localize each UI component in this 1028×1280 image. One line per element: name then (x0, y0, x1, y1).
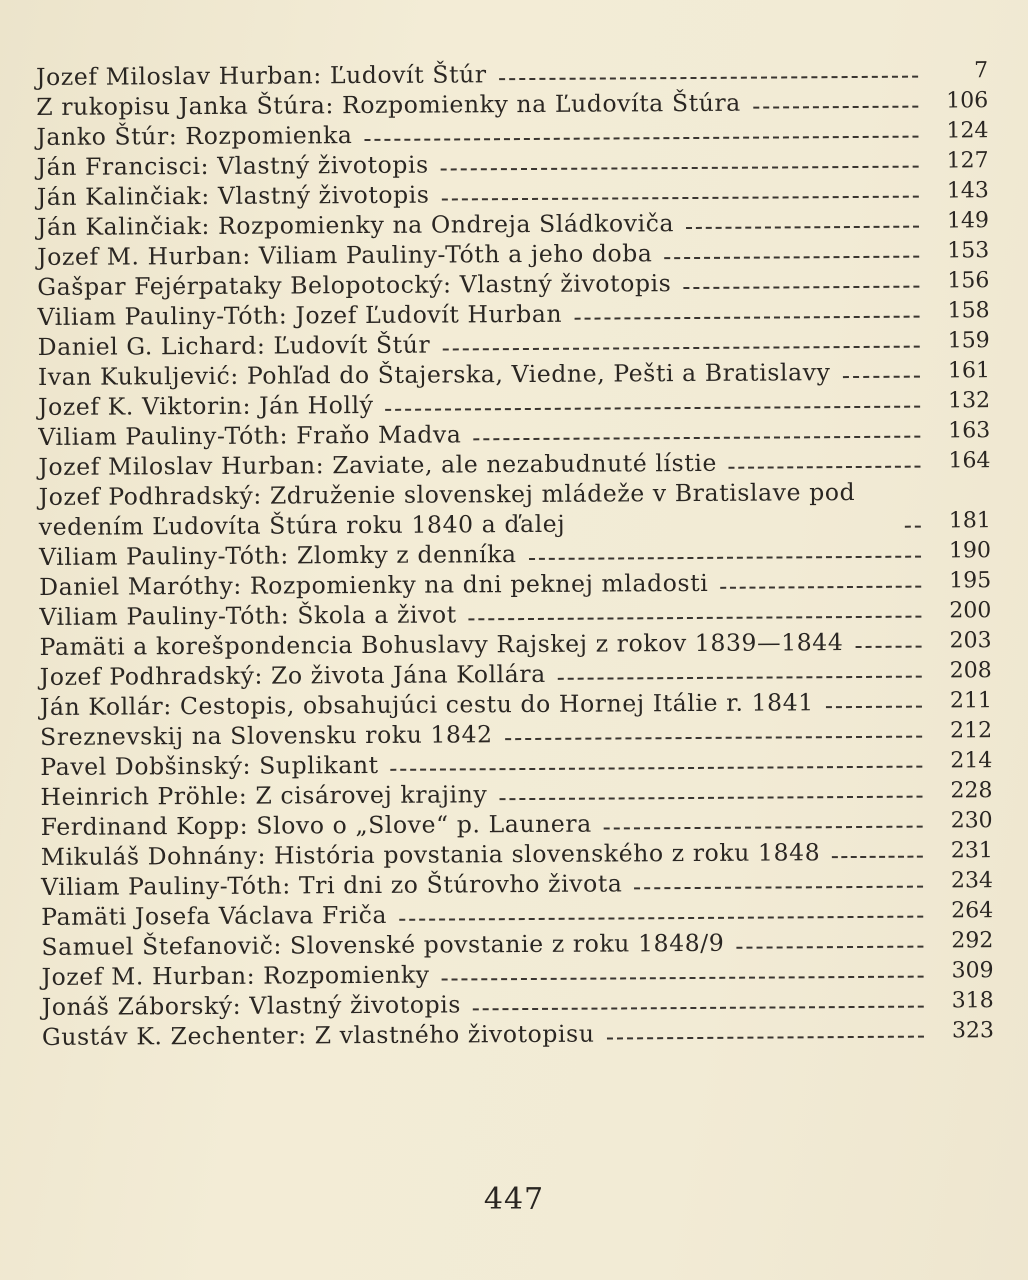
toc-entry-page: 181 (948, 508, 991, 534)
toc-entry-title: Heinrich Pröhle: Z cisárovej krajiny (40, 780, 488, 811)
toc-entry-page: 163 (948, 418, 991, 444)
toc-entry-title: Sreznevskij na Slovensku roku 1842 (40, 720, 493, 751)
dash-leader (736, 946, 923, 949)
toc-entry-page: 159 (947, 328, 990, 354)
toc-entry-title: Jozef M. Hurban: Rozpomienky (41, 960, 430, 991)
toc-entry-page: 132 (948, 388, 991, 414)
toc-entry-page: 156 (947, 268, 990, 294)
toc-entry-title: Ján Francisci: Vlastný životopis (36, 150, 429, 181)
dash-leader (386, 406, 921, 411)
dash-leader (753, 106, 918, 109)
dash-leader (683, 286, 919, 289)
toc-entry-title: Mikuláš Dohnány: História povstania slovenského z roku 1848 (40, 838, 821, 871)
dash-leader (826, 706, 922, 709)
toc-entry-page: 292 (951, 928, 994, 954)
toc-entry-title: Viliam Pauliny-Tóth: Fraňo Madva (38, 420, 462, 451)
toc-entry-title: Jozef Podhradský: Zo života Jána Kollára (39, 659, 546, 691)
toc-entry-page: 190 (948, 538, 992, 564)
dash-leader (441, 166, 919, 171)
dash-leader (391, 766, 923, 771)
dash-leader (442, 196, 919, 201)
toc-entry-page: 164 (948, 448, 991, 474)
dash-leader (634, 886, 923, 890)
toc-entry-page: 7 (973, 58, 989, 84)
dash-leader (558, 676, 922, 680)
toc-entry-title: Jozef Podhradský: Združenie slovenskej mládeže v Bratislave pod vedením Ľudovíta Štúra roku 1840 a ďalej (38, 478, 856, 541)
toc-entry-title: Viliam Pauliny-Tóth: Jozef Ľudovít Hurban (37, 299, 563, 331)
toc-entry-title: Viliam Pauliny-Tóth: Škola a život (39, 600, 457, 631)
toc-entry-page: 211 (949, 688, 992, 714)
dash-leader (473, 1006, 924, 1011)
dash-leader (842, 376, 920, 378)
dash-leader (720, 586, 921, 589)
dash-leader (365, 136, 919, 141)
toc-entry-page: 234 (950, 868, 994, 894)
toc-entry-page: 106 (946, 88, 989, 114)
dash-leader (499, 796, 922, 801)
dash-leader (855, 646, 921, 648)
dash-leader (729, 466, 921, 469)
toc-entry-title: Gašpar Fejérpataky Belopotocký: Vlastný životopis (37, 269, 672, 301)
dash-leader (905, 526, 921, 528)
toc-entry-page: 214 (950, 748, 993, 774)
dash-leader (574, 316, 919, 320)
toc-entry-page: 200 (949, 598, 992, 624)
toc-entry-page: 212 (950, 718, 993, 744)
toc-entry-title: Jozef K. Viktorin: Ján Hollý (38, 390, 374, 421)
toc-entry-title: Jozef Miloslav Hurban: Ľudovít Štúr (36, 60, 487, 91)
dash-leader (499, 76, 918, 81)
toc-entry (42, 1016, 994, 1052)
toc-entry-page: 264 (951, 898, 994, 924)
toc-entry-page: 195 (949, 568, 992, 594)
toc-entry-title: Pamäti Josefa Václava Friča (41, 900, 388, 931)
toc-entry-title: Ján Kalinčiak: Vlastný životopis (36, 180, 430, 211)
table-of-contents (36, 56, 994, 1052)
toc-entry-page: 230 (950, 808, 993, 834)
toc-entry-title: Ferdinand Kopp: Slovo o „Slove“ p. Launera (40, 809, 592, 841)
toc-entry-page: 127 (946, 148, 989, 174)
dash-leader (607, 1036, 924, 1040)
toc-entry-title: Viliam Pauliny-Tóth: Zlomky z denníka (38, 540, 517, 571)
toc-entry-title: Viliam Pauliny-Tóth: Tri dni zo Štúrovho života (40, 869, 623, 901)
toc-entry-title: Jozef Miloslav Hurban: Zaviate, ale nezabudnuté lístie (38, 448, 718, 481)
toc-entry-page: 143 (946, 178, 989, 204)
dash-leader (399, 916, 923, 921)
dash-leader (604, 826, 923, 830)
dash-leader (529, 556, 921, 560)
dash-leader (665, 256, 920, 260)
toc-entry-page: 323 (951, 1018, 995, 1044)
toc-entry-page: 149 (946, 208, 990, 234)
toc-entry-page: 208 (949, 658, 992, 684)
toc-entry-title: Samuel Štefanovič: Slovenské povstanie z roku 1848/9 (41, 928, 725, 961)
dash-leader (505, 736, 922, 741)
toc-entry-title: Gustáv K. Zechenter: Z vlastného životopisu (41, 1019, 595, 1051)
dash-leader (442, 346, 919, 351)
toc-entry-page: 158 (947, 298, 990, 324)
toc-entry-title: Pavel Dobšinský: Suplikant (40, 750, 379, 781)
toc-entry-title: Jonáš Záborský: Vlastný životopis (41, 990, 462, 1021)
toc-entry-title: Ivan Kukuljević: Pohľad do Štajerska, Viedne, Pešti a Bratislavy (37, 358, 831, 391)
toc-entry (39, 476, 991, 542)
toc-entry-page: 153 (947, 238, 990, 264)
toc-entry-title: Jozef M. Hurban: Viliam Pauliny-Tóth a jeho doba (37, 239, 653, 271)
dash-leader (473, 436, 920, 441)
toc-entry-title: Ján Kollár: Cestopis, obsahujúci cestu do Hornej Itálie r. 1841 (39, 688, 814, 721)
toc-entry-page: 231 (950, 838, 993, 864)
dash-leader (442, 976, 924, 981)
toc-entry-title: Janko Štúr: Rozpomienka (36, 121, 353, 151)
toc-entry-page: 228 (950, 778, 993, 804)
toc-entry-page: 318 (951, 988, 994, 1014)
dash-leader (832, 856, 923, 859)
toc-entry-page: 124 (946, 118, 989, 144)
toc-entry-page: 203 (949, 628, 992, 654)
page-number: 447 (483, 1182, 545, 1217)
toc-entry-title: Ján Kalinčiak: Rozpomienky na Ondreja Sládkoviča (36, 209, 675, 241)
toc-entry-title: Daniel Maróthy: Rozpomienky na dni peknej mladosti (39, 568, 709, 601)
toc-entry-page: 309 (951, 958, 994, 984)
dash-leader (686, 226, 919, 229)
toc-entry-page: 161 (947, 358, 990, 384)
toc-entry-title: Pamäti a korešpondencia Bohuslavy Rajskej z rokov 1839—1844 (39, 628, 844, 661)
dash-leader (469, 616, 922, 621)
toc-entry-title: Z rukopisu Janka Štúra: Rozpomienky na Ľudovíta Štúra (36, 88, 741, 121)
toc-entry-title: Daniel G. Lichard: Ľudovít Štúr (37, 330, 431, 361)
